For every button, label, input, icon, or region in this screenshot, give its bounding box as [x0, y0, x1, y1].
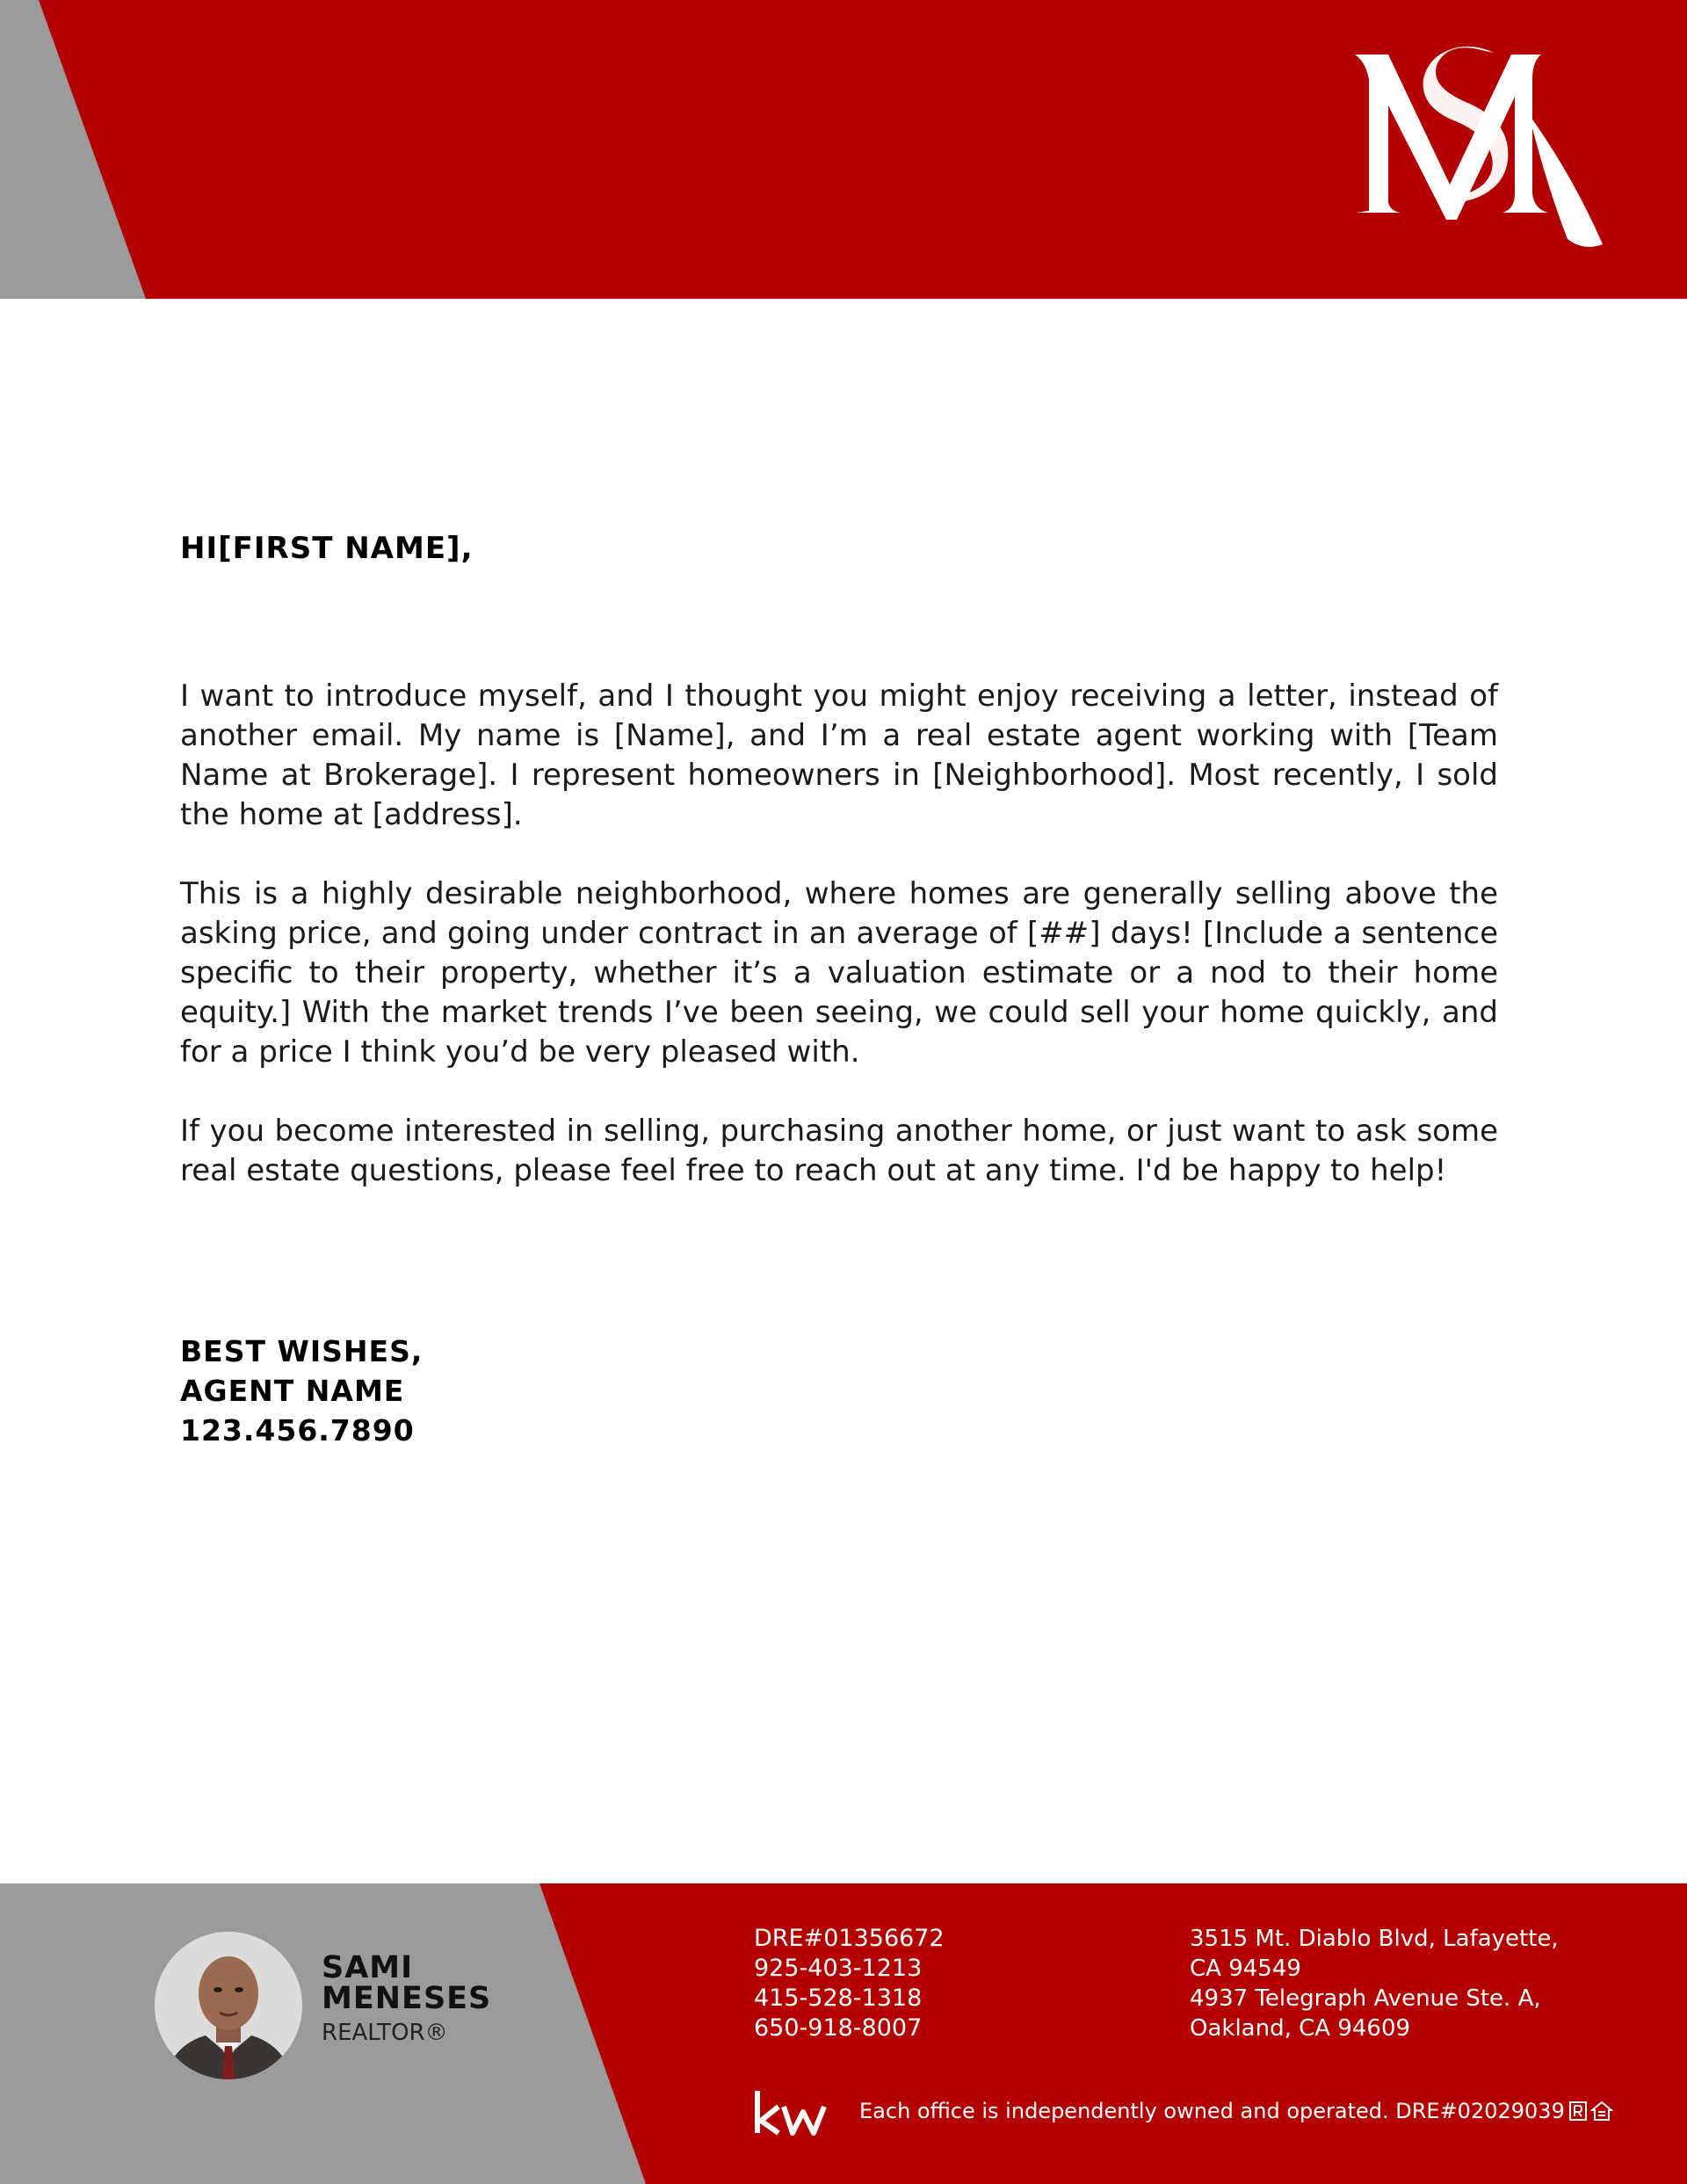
- agent-last-name: MENESES: [322, 1981, 492, 2016]
- address-line: 4937 Telegraph Avenue Ste. A,: [1190, 1985, 1541, 2012]
- closing-agent-name: AGENT NAME: [180, 1374, 405, 1408]
- header-banner: [0, 0, 1687, 299]
- phone-number: 415-528-1318: [754, 1984, 923, 2012]
- address-line: Oakland, CA 94609: [1190, 2015, 1411, 2042]
- phone-number: 650-918-8007: [754, 2014, 923, 2042]
- letter-body: [180, 677, 1498, 1230]
- agent-avatar: [155, 1932, 302, 2079]
- letter-closing: [180, 1331, 423, 1450]
- agent-photo: [155, 1932, 302, 2079]
- letter-greeting: HI[FIRST NAME],: [180, 531, 474, 566]
- closing-salutation: BEST WISHES,: [180, 1334, 424, 1368]
- contact-details: [754, 1924, 945, 2043]
- letter-paragraph: This is a highly desirable neighborhood, where homes are generally selling above the asking price, and going under contract in an average of [##] days! [Include a sentence specific to their property, whether it’s a valuation estimate or a nod to their home equity.] With the market trends I’ve been seeing, we could sell your home quickly, and for a price I think you’d be very pleased with.: [180, 876, 1498, 1070]
- agent-title: REALTOR®: [322, 2020, 448, 2046]
- office-addresses: [1190, 1924, 1559, 2043]
- agent-first-name: SAMI: [322, 1950, 414, 1985]
- equal-housing-icon: [1590, 2101, 1613, 2122]
- sm-monogram-logo: [1353, 44, 1608, 255]
- realtor-icon: [1569, 2101, 1587, 2121]
- office-disclaimer: Each office is independently owned and operated. DRE#02029039: [859, 2099, 1565, 2123]
- closing-phone: 123.456.7890: [180, 1413, 415, 1448]
- dre-number: DRE#01356672: [754, 1925, 945, 1952]
- phone-number: 925-403-1213: [754, 1955, 923, 1982]
- letter-paragraph: I want to introduce myself, and I thought you might enjoy receiving a letter, instead of another email. My name is [Name], and I’m a real estate agent working with [Team Name at Brokerage]. I represent homeowners in [Neighborhood]. Most recently, I sold the home at [address].: [180, 678, 1498, 832]
- address-line: 3515 Mt. Diablo Blvd, Lafayette,: [1190, 1926, 1559, 1952]
- address-line: CA 94549: [1190, 1955, 1301, 1982]
- letter-paragraph: If you become interested in selling, purchasing another home, or just want to ask some real estate questions, please feel free to reach out at any time. I'd be happy to help!: [180, 1114, 1498, 1188]
- kw-brokerage-logo: [754, 2087, 828, 2137]
